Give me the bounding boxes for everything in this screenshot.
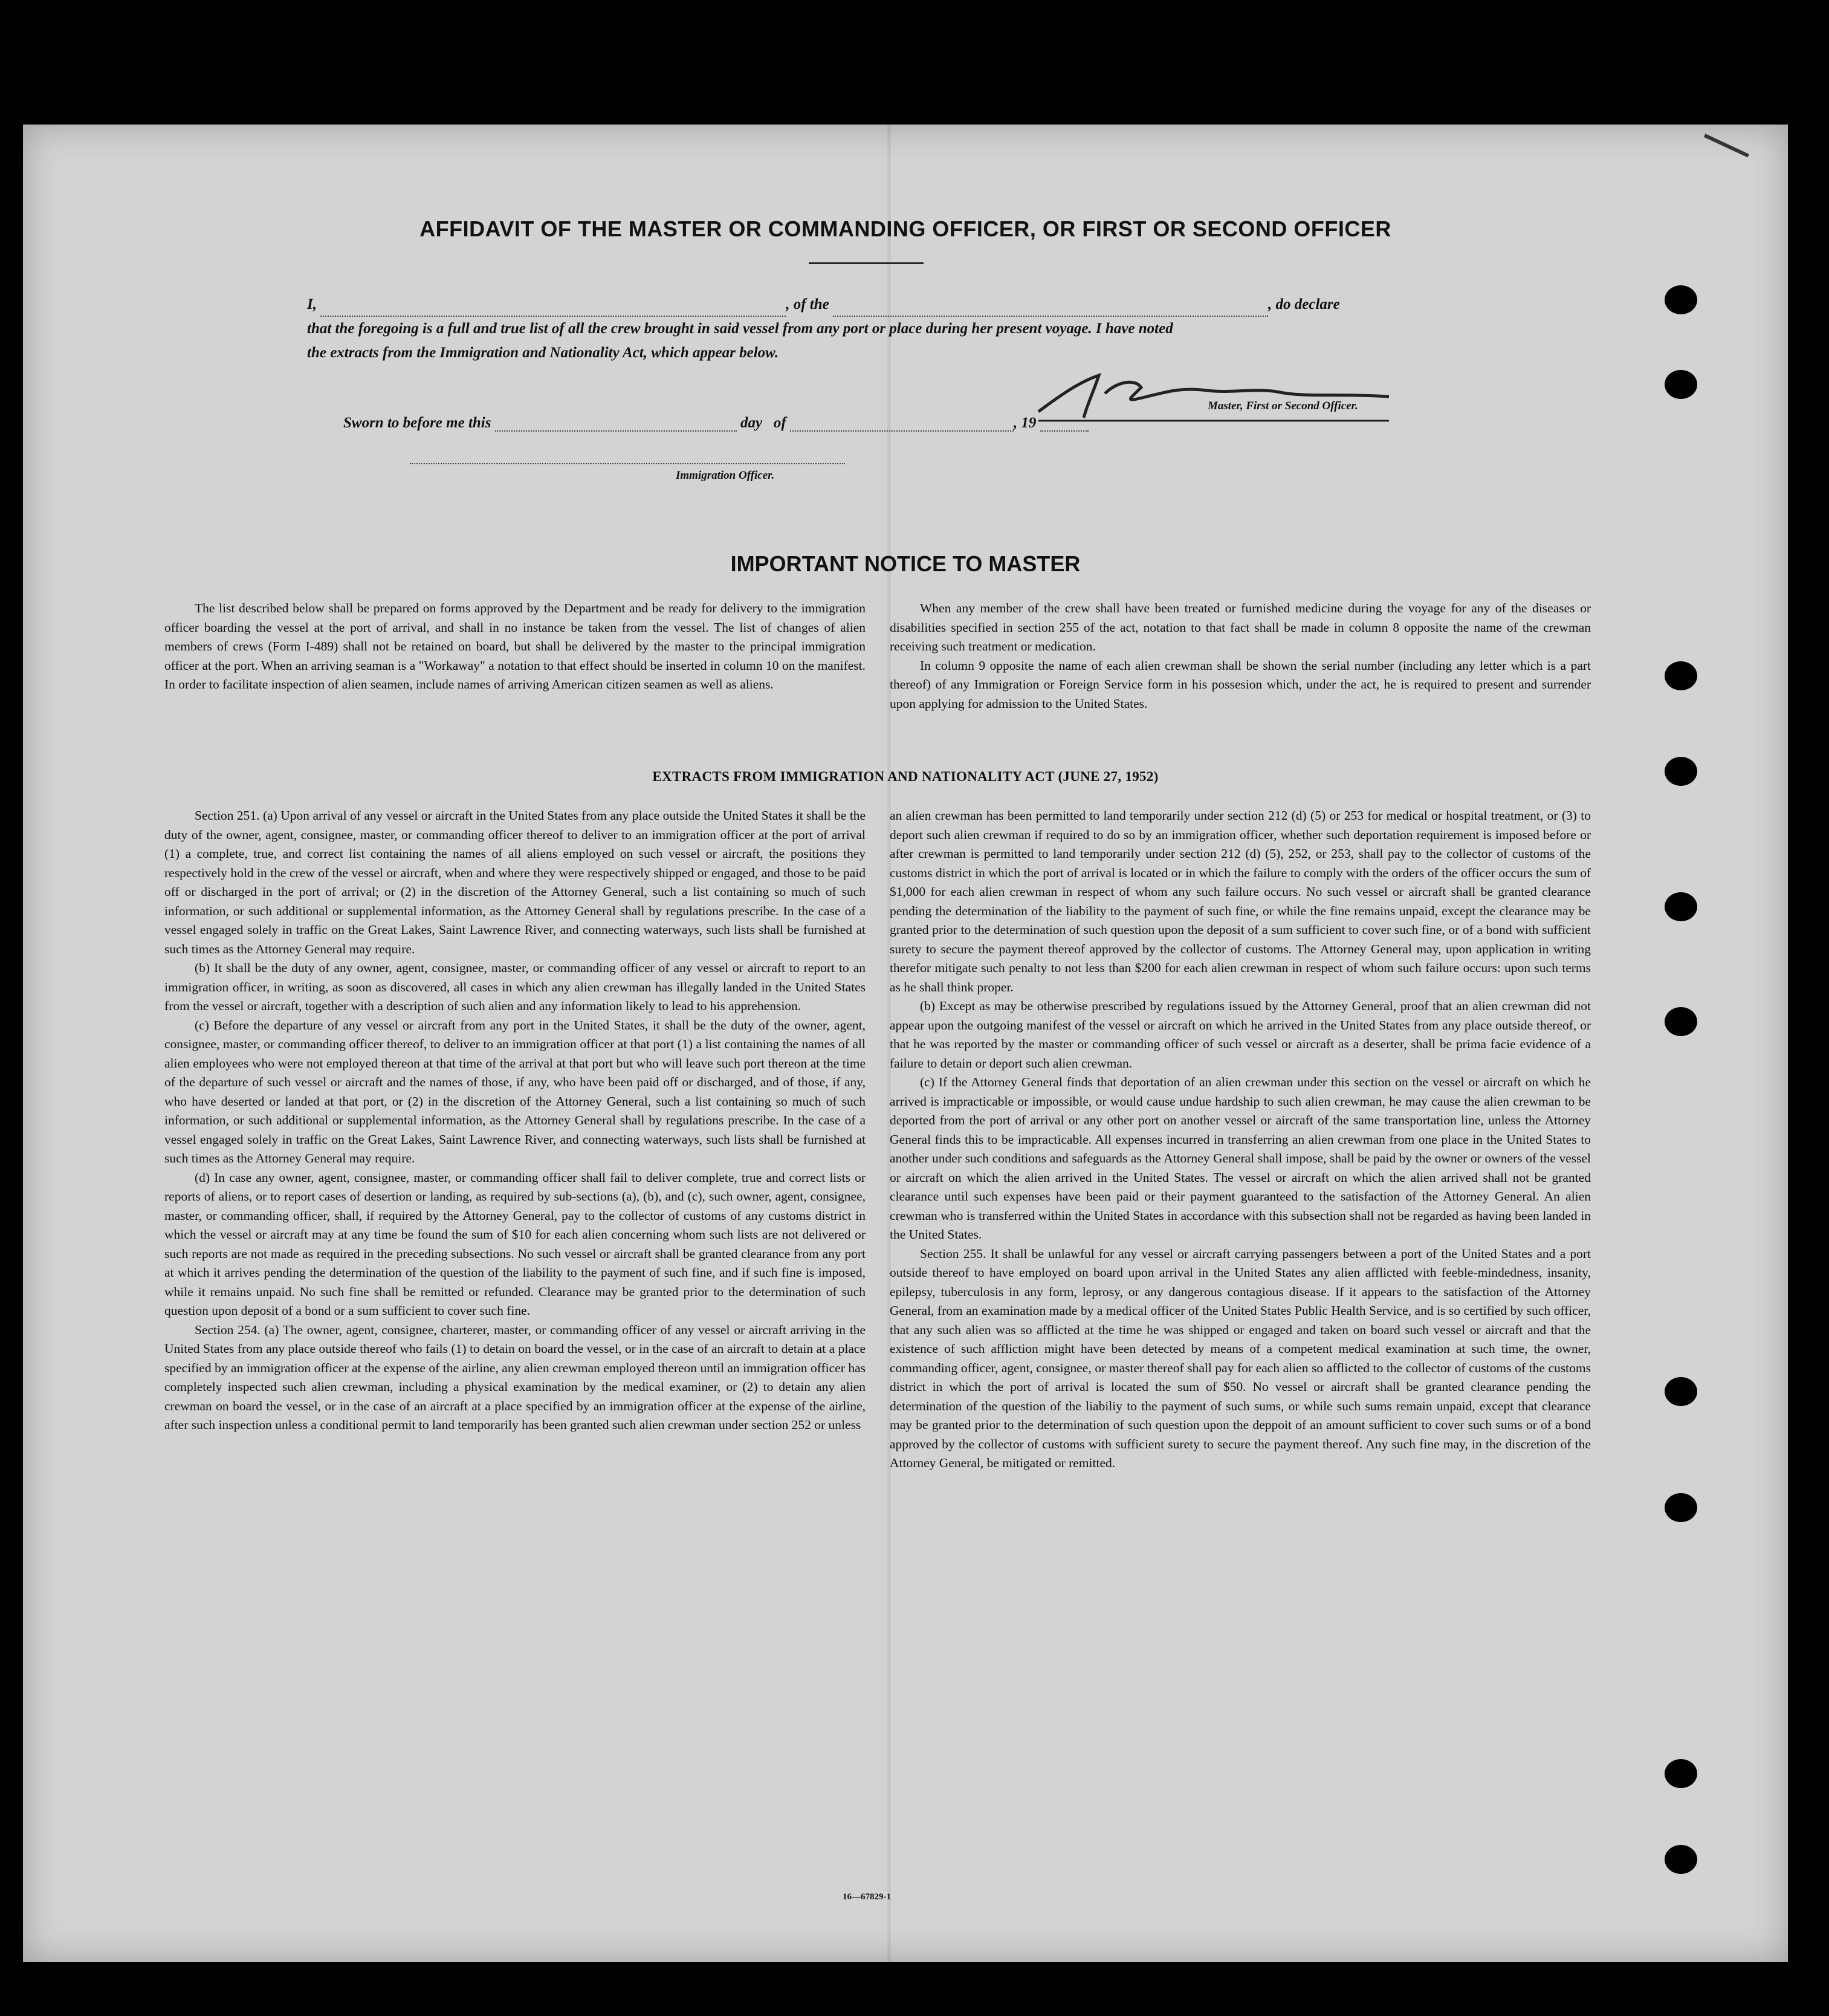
notice-title: IMPORTANT NOTICE TO MASTER <box>730 551 1081 576</box>
sworn-line <box>343 413 1089 432</box>
punch-hole <box>1665 1377 1697 1406</box>
punch-hole <box>1665 370 1697 399</box>
sworn-date-field <box>495 413 737 432</box>
extract-paragraph: (b) Except as may be otherwise prescribed by regulations issued by the Attorney General, proof that an alien crewman did not appear upon the outgoing manifest of the vessel or aircraft on which he arrived in the United States from any place outside thereof, or that he was reported by the master or commanding officer of such vessel or aircraft as a deserter, shall be prima facie evidence of a failure to detain or deport such alien crewman. <box>890 999 1591 1071</box>
extracts-left-column <box>164 806 866 1435</box>
immigration-officer-label: Immigration Officer. <box>676 469 775 482</box>
document-page <box>23 125 1788 1962</box>
form-number: 16—67829-1 <box>843 1892 891 1902</box>
declaration-line-3: the extracts from the Immigration and Nationality Act, which appear below. <box>307 345 779 361</box>
notice-left-column <box>164 599 866 695</box>
of-text: of <box>773 415 786 431</box>
punch-hole <box>1665 285 1697 314</box>
sworn-month-field <box>790 413 1014 432</box>
declaration-of-the: , of the <box>786 296 829 313</box>
notice-paragraph: In column 9 opposite the name of each alien crewman shall be shown the serial number (including any letter which is a part thereof) of any Immigration or Foreign Service form in his possesion which, under the act, he is required to present and surrender upon applying for admission to the United States. <box>890 658 1591 711</box>
extracts-title: EXTRACTS FROM IMMIGRATION AND NATIONALITY ACT (JUNE 27, 1952) <box>652 769 1159 784</box>
officer-name-field <box>320 299 786 317</box>
extract-paragraph: (b) It shall be the duty of any owner, agent, consignee, master, or commanding officer of any vessel or aircraft to report to an immigration officer, in writing, as soon as discovered, all cases in which any alien crewman has illegally landed in the United States from the vessel or aircraft, together with a description of such alien and any information likely to lead to his apprehension. <box>164 961 866 1013</box>
punch-hole <box>1665 892 1697 921</box>
vessel-name-field <box>833 299 1268 317</box>
affidavit-title: AFFIDAVIT OF THE MASTER OR COMMANDING OFFICER, OR FIRST OR SECOND OFFICER <box>419 216 1391 241</box>
declaration-i: I, <box>307 296 317 313</box>
extract-paragraph: an alien crewman has been permitted to land temporarily under section 212 (d) (5) or 253 for medical or hospital treatment, or (3) to deport such alien crewman if required to do so by an immigration officer, whether such deportation requirement is imposed before or after crewman is permitted to land temporarily under section 212 (d) (5), 252, or 253, shall pay to the collector of customs of the customs district in which the port of arrival is located or in which the failure to comply with the orders of the officer occurs the sum of $1,000 for each alien crewman in respect of whom any such failure occurs. No such vessel or aircraft shall be granted clearance pending the determination of the liability to the payment of such fine, or while the fine remains unpaid, except the clearance may be granted prior to the determination of such question upon the deposit of a sum sufficient to cover such fine, or of a bond with sufficient surety to secure the payment thereof approved by the collector of customs. The Attorney General may, upon application in writing therefor mitigate such penalty to not less than $200 for each alien crewman in respect of whom such failure occurs: upon such terms as he shall think proper. <box>890 808 1591 994</box>
extract-paragraph: (c) Before the departure of any vessel or aircraft from any port in the United States, it shall be the duty of the owner, agent, consignee, master, or commanding officer thereof, to deliver to an immigration officer at that port (1) a list containing the names of all alien employees who were not employed thereon at that time of the arrival at that port but who will leave such port thereon at the time of the departure of such vessel or aircraft and the names of those, if any, who have been paid off or discharged, and of those, if any, who have deserted or landed at that port, or (2) in the discretion of the Attorney General, such a list containing so much of such information, or such additional or supplemental information, as the Attorney General shall by regulations prescribe. In the case of a vessel engaged solely in traffic on the Great Lakes, Saint Lawrence River, and connecting waterways, such lists shall be furnished at such times as the Attorney General may require. <box>164 1017 866 1165</box>
sworn-text: Sworn to before me this <box>343 415 491 431</box>
extract-paragraph: (d) In case any owner, agent, consignee, master, or commanding officer shall fail to deliver complete, true and correct lists or reports of aliens, or to report cases of desertion or landing, as required by sub-sections (a), (b), and (c), such owner, agent, consignee, master, or commanding officer, shall, if required by the Attorney General, pay to the collector of customs of any customs district in which the vessel or aircraft may at any time be found the sum of $10 for each alien concerning whom such lists are not delivered or such reports are not made as required in the preceding subsections. No such vessel or aircraft shall be granted clearance from any port at which it arrives pending the determination of the question of the liability to the payment of such fine, and if such fine is imposed, while it remains unpaid. No such fine shall be remitted or refunded. Clearance may be granted prior to the determination of such question upon deposit of a bond or a sum sufficient to cover such fine. <box>164 1170 866 1318</box>
year-text: , 19 <box>1013 415 1037 431</box>
punch-hole <box>1665 1007 1697 1036</box>
notice-paragraph: The list described below shall be prepared on forms approved by the Department and be ready for delivery to the immigration officer boarding the vessel at the port of arrival, and shall in no instance be taken from the vessel. The list of changes of alien members of crews (Form I-489) shall not be retained on board, but shall be delivered by the master to the principal immigration officer at the port. When an arriving seaman is a "Workaway" a notation to that effect should be inserted in column 10 on the manifest. In order to facilitate inspection of alien seamen, include names of arriving American citizen seamen as well as aliens. <box>164 601 866 692</box>
officer-signature <box>1026 369 1401 424</box>
title-divider <box>809 262 924 264</box>
extract-paragraph: Section 254. (a) The owner, agent, consignee, charterer, master, or commanding officer of any vessel or aircraft arriving in the United States from any place outside thereof who fails (1) to detain on board the vessel, or in the case of an aircraft to detain at a place specified by an immigration officer at the expense of the airline, any alien crewman employed thereon until an immigration officer has completely inspected such alien crewman, including a physical examination by the medical examiner, or (2) to detain any alien crewman on board the vessel, or in the case of an aircraft at a place specified by an immigration officer at the expense of the airline, after such inspection unless a conditional permit to land temporarily has been granted such alien crewman under section 252 or unless <box>164 1322 866 1432</box>
punch-hole <box>1665 1845 1697 1874</box>
master-officer-label: Master, First or Second Officer. <box>1208 400 1358 412</box>
notice-right-column <box>890 599 1591 713</box>
extract-paragraph: Section 251. (a) Upon arrival of any vessel or aircraft in the United States from any place outside the United States it shall be the duty of the owner, agent, consignee, master, or commanding officer thereof to deliver to an immigration officer at the port of arrival (1) a complete, true, and correct list containing the names of all aliens employed on such vessel or aircraft, the positions they respectively hold in the crew of the vessel or aircraft, when and where they were respectively shipped or engaged, and those to be paid off or discharged in the port of arrival; or (2) in the discretion of the Attorney General, such a list containing so much of such information, or such additional or supplemental information, as the Attorney General shall by regulations prescribe. In the case of a vessel engaged solely in traffic on the Great Lakes, Saint Lawrence River, and connecting waterways, such lists shall be furnished at such times as the Attorney General may require. <box>164 808 866 956</box>
extract-paragraph: Section 255. It shall be unlawful for any vessel or aircraft carrying passengers between a port of the United States and a port outside thereof to have employed on board upon arrival in the United States any alien afflicted with feeble-mindedness, insanity, epilepsy, tuberculosis in any form, leprosy, or any dangerous contagious disease. If it appears to the satisfaction of the Attorney General, from an examination made by a medical officer of the United States Public Health Service, and is so certified by such officer, that any such alien was so afflicted at the time he was shipped or engaged and taken on board such vessel or aircraft and that the existence of such affliction might have been detected by means of a competent medical examination at such time, the owner, commanding officer, agent, consignee, or master thereof shall pay for each alien so afflicted to the collector of customs of the customs district in which the port of arrival is located the sum of $50. No vessel or aircraft shall be granted clearance pending the determination of the question of the liabiliy to the payment of such sums, or while such sums remain unpaid, except that clearance may be granted prior to the determination of such question upon the deppoit of an amount sufficient to cover such sums or of a bond approved by the collector of customs with sufficient surety to secure the payment thereof. Any such fine may, in the discretion of the Attorney General, be mitigated or remitted. <box>890 1246 1591 1470</box>
extract-paragraph: (c) If the Attorney General finds that deportation of an alien crewman under this section on the vessel or aircraft on which he arrived is impracticable or impossible, or would cause undue hardship to such alien crewman, he may cause the alien crewman to be deported from the port of arrival or any other port on another vessel or aircraft of the same transportation line, unless the Attorney General finds this to be impracticable. All expenses incurred in transferring an alien crewman from one place in the United States to another under such conditions and safeguards as the Attorney General shall impose, shall be paid by the owner or owners of the vessel or aircraft on which the alien arrived in the United States. The vessel or aircraft on which the alien arrived shall not be granted clearance until such expenses have been paid or their payment guaranteed to the satisfaction of the Attorney General. An alien crewman who is transferred within the United States in accordance with this subsection shall not be regarded as having been landed in the United States. <box>890 1075 1591 1242</box>
declaration-do-declare: , do declare <box>1268 296 1340 313</box>
extracts-right-column <box>890 806 1591 1473</box>
staple-mark <box>1694 134 1749 179</box>
punch-hole <box>1665 1759 1697 1788</box>
declaration-line-2: that the foregoing is a full and true list of all the crew brought in said vessel from any port or place during her present voyage. I have noted <box>307 320 1173 337</box>
punch-hole <box>1665 1493 1697 1522</box>
day-text: day <box>740 415 763 431</box>
notice-paragraph: When any member of the crew shall have been treated or furnished medicine during the voyage for any of the diseases or disabilities specified in section 255 of the act, notation to that fact shall be made in column 8 opposite the name of the crewman receiving such treatment or medication. <box>890 601 1591 653</box>
immigration-officer-signature-line <box>410 463 845 464</box>
declaration-line-1 <box>307 293 1474 317</box>
punch-hole <box>1665 661 1697 690</box>
